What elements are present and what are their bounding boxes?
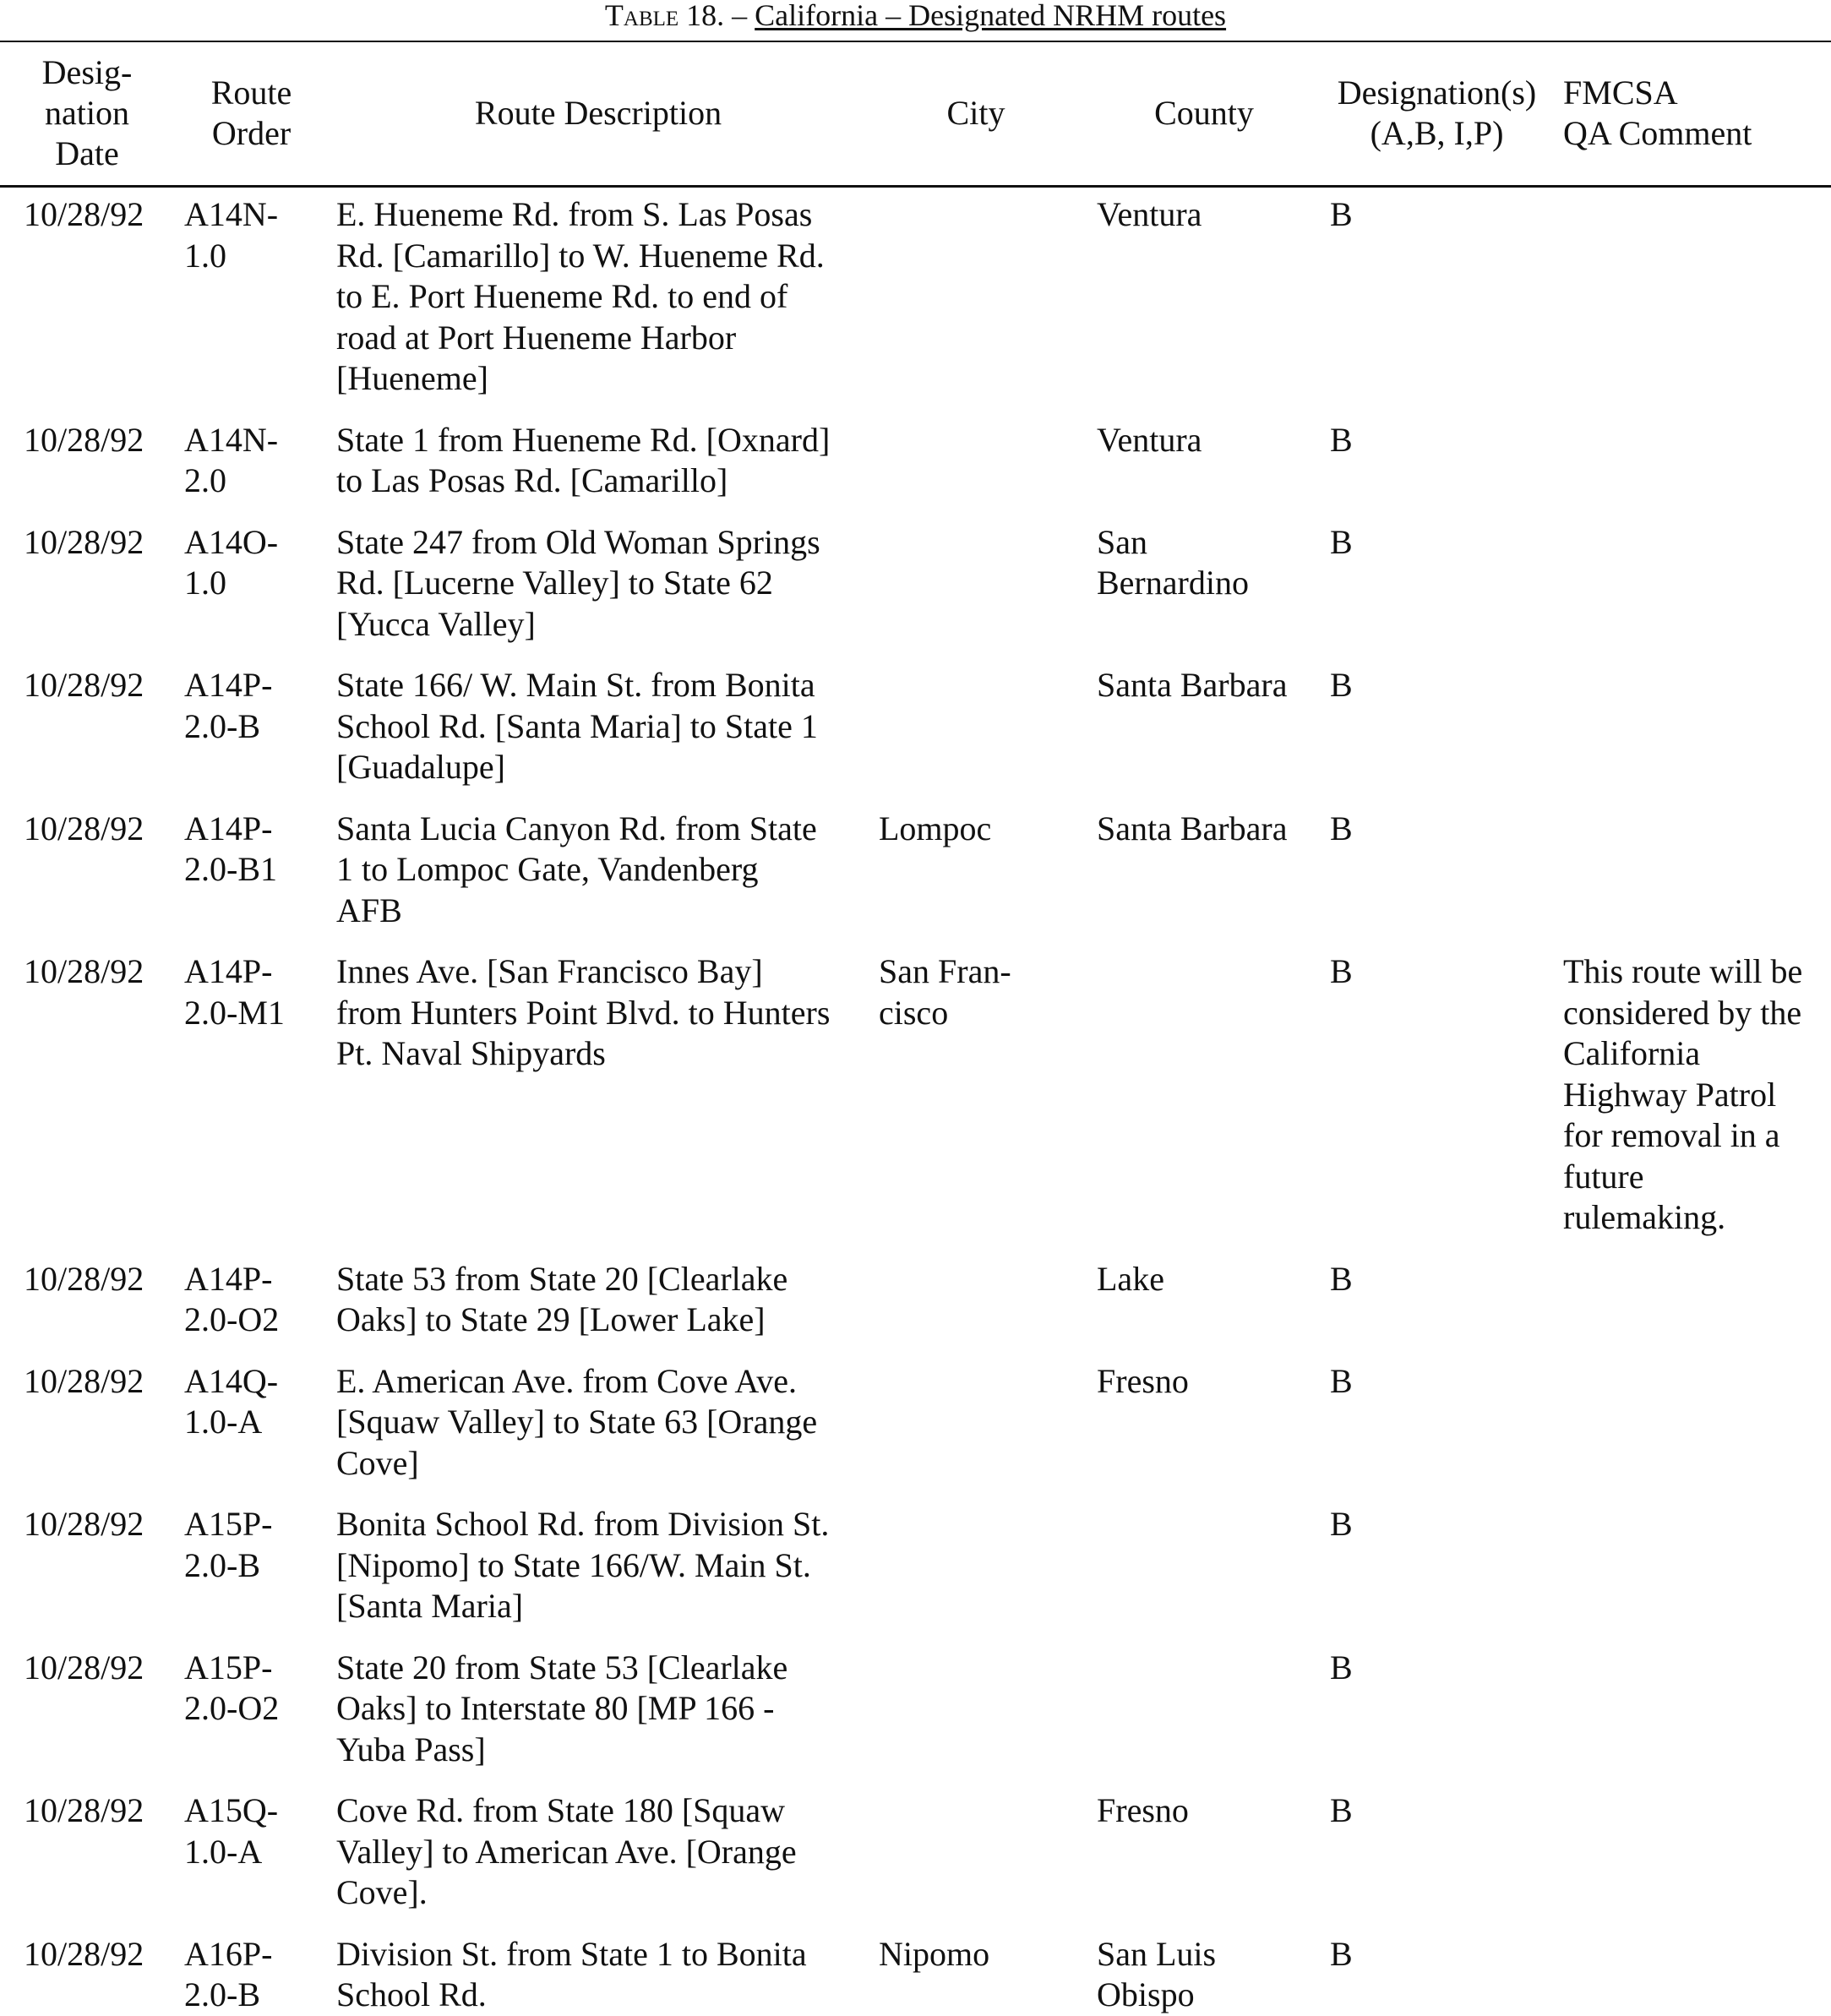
cell-line: 2.0-O2 (184, 1300, 280, 1338)
header-top-rule (0, 41, 1831, 42)
header-city (879, 93, 1073, 133)
cell-county (1097, 1790, 1325, 1832)
cell-line: Santa Lucia Canyon Rd. from State (336, 809, 817, 847)
cell-line: 10/28/92 (24, 1648, 144, 1686)
header-fmcsa-comment (1563, 73, 1825, 154)
cell-route-description (336, 1934, 877, 2016)
cell-county (1097, 420, 1325, 461)
cell-route-description (336, 665, 877, 788)
cell-line: A15Q- (184, 1791, 279, 1829)
cell-line: A14P- (184, 952, 273, 990)
cell-route-order (184, 951, 328, 1033)
cell-county (1097, 1934, 1325, 2016)
cell-designation-date (24, 1361, 172, 1403)
cell-line: 2.0-M1 (184, 993, 285, 1032)
cell-line: for removal in a (1563, 1116, 1780, 1154)
cell-route-order (184, 1790, 328, 1872)
cell-line: Ventura (1097, 195, 1202, 233)
cell-line: 10/28/92 (24, 1505, 144, 1543)
cell-line: A15P- (184, 1648, 273, 1686)
cell-line: San Luis (1097, 1934, 1217, 1973)
cell-designation-date (24, 1648, 172, 1689)
cell-fmcsa-comment (1563, 951, 1829, 1239)
cell-line: 1.0 (184, 236, 226, 275)
cell-line: School Rd. [Santa Maria] to State 1 (336, 706, 818, 745)
cell-line: State 20 from State 53 [Clearlake (336, 1648, 788, 1686)
cell-line: B (1330, 952, 1353, 990)
cell-line: [Santa Maria] (336, 1587, 524, 1625)
header-line: FMCSA (1563, 74, 1678, 112)
cell-line: Lake (1097, 1259, 1164, 1298)
header-county (1090, 93, 1318, 133)
cell-line: B (1330, 1934, 1353, 1973)
header-line: Route Description (474, 94, 722, 132)
cell-designation (1330, 1361, 1499, 1403)
cell-line: 1.0 (184, 564, 226, 602)
cell-route-order (184, 809, 328, 891)
cell-designation (1330, 951, 1499, 993)
cell-route-order (184, 194, 328, 276)
cell-line: [Nipomo] to State 166/W. Main St. (336, 1545, 811, 1584)
cell-designation-date (24, 194, 172, 236)
cell-line: 2.0 (184, 461, 226, 499)
cell-designation (1330, 1790, 1499, 1832)
cell-route-description (336, 1790, 877, 1914)
cell-line: Lompoc (879, 809, 992, 847)
cell-line: 10/28/92 (24, 1934, 144, 1973)
cell-county (1097, 1361, 1325, 1403)
cell-line: from Hunters Point Blvd. to Hunters (336, 993, 831, 1032)
cell-line: A14O- (184, 522, 279, 561)
cell-line: 10/28/92 (24, 666, 144, 704)
cell-line: 1.0-A (184, 1832, 263, 1871)
cell-line: Bernardino (1097, 564, 1249, 602)
cell-line: 2.0-B1 (184, 850, 277, 888)
cell-line: State 1 from Hueneme Rd. [Oxnard] (336, 420, 831, 459)
cell-line: to Las Posas Rd. [Camarillo] (336, 461, 728, 499)
cell-line: Santa Barbara (1097, 666, 1288, 704)
cell-route-order (184, 1648, 328, 1730)
cell-line: San (1097, 522, 1147, 561)
cell-line: Cove]. (336, 1873, 428, 1911)
caption-prefix: Table (604, 0, 679, 32)
header-line: Designation(s) (1337, 74, 1537, 112)
cell-line: 2.0-B (184, 1975, 260, 2013)
cell-line: Oaks] to Interstate 80 [MP 166 - (336, 1689, 775, 1727)
cell-designation (1330, 1934, 1499, 1975)
cell-line: Cove Rd. from State 180 [Squaw (336, 1791, 786, 1829)
cell-line: [Hueneme] (336, 359, 488, 397)
cell-designation-date (24, 809, 172, 850)
cell-route-order (184, 1259, 328, 1341)
cell-line: Nipomo (879, 1934, 990, 1973)
cell-line: B (1330, 1361, 1353, 1400)
cell-line: B (1330, 1648, 1353, 1686)
cell-line: School Rd. (336, 1975, 487, 2013)
cell-line: B (1330, 809, 1353, 847)
header-line: Order (211, 114, 292, 152)
cell-line: 2.0-O2 (184, 1689, 280, 1727)
cell-line: Fresno (1097, 1791, 1189, 1829)
cell-designation-date (24, 420, 172, 461)
cell-line: [Guadalupe] (336, 748, 505, 786)
cell-route-description (336, 1648, 877, 1771)
cell-line: E. American Ave. from Cove Ave. (336, 1361, 798, 1400)
cell-line: A14N- (184, 420, 279, 459)
cell-line: Santa Barbara (1097, 809, 1288, 847)
cell-line: Division St. from State 1 to Bonita (336, 1934, 807, 1973)
cell-line: A14Q- (184, 1361, 279, 1400)
cell-designation (1330, 420, 1499, 461)
cell-line: A14P- (184, 809, 273, 847)
cell-designation-date (24, 665, 172, 706)
header-route-description (336, 93, 860, 133)
cell-line: B (1330, 666, 1353, 704)
cell-city (879, 809, 1086, 850)
cell-line: San Fran- (879, 952, 1011, 990)
cell-line: to E. Port Hueneme Rd. to end of (336, 277, 788, 315)
cell-route-order (184, 1934, 328, 2016)
cell-line: Pt. Naval Shipyards (336, 1034, 606, 1072)
cell-line: A15P- (184, 1505, 273, 1543)
cell-route-description (336, 194, 877, 400)
cell-county (1097, 1259, 1325, 1300)
header-route-order (177, 73, 325, 154)
header-line: County (1154, 94, 1254, 132)
cell-route-order (184, 1504, 328, 1586)
cell-line: AFB (336, 891, 402, 929)
cell-line: 10/28/92 (24, 809, 144, 847)
cell-line: State 247 from Old Woman Springs (336, 522, 820, 561)
cell-line: B (1330, 1259, 1353, 1298)
header-line: Date (55, 134, 119, 172)
cell-route-order (184, 1361, 328, 1443)
cell-line: B (1330, 420, 1353, 459)
cell-city (879, 951, 1086, 1033)
header-designation-date (15, 52, 159, 174)
cell-line: Bonita School Rd. from Division St. (336, 1505, 830, 1543)
cell-designation (1330, 1648, 1499, 1689)
cell-designation-date (24, 522, 172, 564)
cell-line: 1.0-A (184, 1403, 263, 1441)
cell-line: [Yucca Valley] (336, 604, 536, 643)
cell-route-description (336, 951, 877, 1075)
cell-line: Oaks] to State 29 [Lower Lake] (336, 1300, 766, 1338)
cell-line: [Squaw Valley] to State 63 [Orange (336, 1403, 818, 1441)
cell-line: future (1563, 1157, 1644, 1196)
cell-route-description (336, 1259, 877, 1341)
header-line: nation (45, 94, 129, 132)
cell-line: road at Port Hueneme Harbor (336, 318, 737, 357)
cell-line: 10/28/92 (24, 420, 144, 459)
cell-line: A16P- (184, 1934, 273, 1973)
cell-designation-date (24, 1504, 172, 1545)
cell-route-order (184, 522, 328, 604)
cell-line: Valley] to American Ave. [Orange (336, 1832, 797, 1871)
table-caption (0, 0, 1831, 39)
header-bottom-rule (0, 185, 1831, 188)
cell-county (1097, 809, 1325, 850)
cell-line: This route will be (1563, 952, 1803, 990)
header-line: (A,B, I,P) (1370, 114, 1504, 152)
cell-line: 10/28/92 (24, 522, 144, 561)
cell-line: A14N- (184, 195, 279, 233)
cell-designation (1330, 1259, 1499, 1300)
header-line: Route (210, 74, 292, 112)
cell-line: 10/28/92 (24, 1361, 144, 1400)
cell-line: Cove] (336, 1443, 419, 1482)
header-line: Desig- (41, 53, 133, 91)
cell-line: 10/28/92 (24, 1259, 144, 1298)
cell-line: considered by the (1563, 993, 1802, 1032)
cell-line: Innes Ave. [San Francisco Bay] (336, 952, 763, 990)
cell-line: E. Hueneme Rd. from S. Las Posas (336, 195, 813, 233)
caption-separator: – (732, 0, 748, 32)
cell-line: 2.0-B (184, 1545, 260, 1584)
cell-line: Obispo (1097, 1975, 1195, 2013)
cell-line: B (1330, 1791, 1353, 1829)
cell-line: 10/28/92 (24, 195, 144, 233)
cell-line: Ventura (1097, 420, 1202, 459)
cell-line: Fresno (1097, 1361, 1189, 1400)
cell-designation-date (24, 1934, 172, 1975)
cell-line: Yuba Pass] (336, 1730, 486, 1768)
cell-route-description (336, 522, 877, 646)
header-designations (1325, 73, 1549, 154)
cell-line: Highway Patrol (1563, 1075, 1777, 1114)
cell-line: State 166/ W. Main St. from Bonita (336, 666, 815, 704)
cell-route-description (336, 1361, 877, 1485)
cell-designation-date (24, 1790, 172, 1832)
cell-line: A14P- (184, 666, 273, 704)
cell-line: rulemaking. (1563, 1198, 1726, 1236)
cell-designation (1330, 809, 1499, 850)
cell-county (1097, 522, 1325, 604)
caption-title: California – Designated NRHM routes (755, 0, 1227, 32)
caption-number: 18. (686, 0, 725, 32)
cell-county (1097, 194, 1325, 236)
cell-designation (1330, 665, 1499, 706)
cell-designation-date (24, 951, 172, 993)
cell-route-description (336, 420, 877, 502)
cell-line: State 53 from State 20 [Clearlake (336, 1259, 788, 1298)
cell-line: 10/28/92 (24, 952, 144, 990)
cell-route-order (184, 665, 328, 747)
cell-line: B (1330, 195, 1353, 233)
header-line: QA Comment (1563, 114, 1752, 152)
cell-city (879, 1934, 1086, 1975)
cell-line: 1 to Lompoc Gate, Vandenberg (336, 850, 759, 888)
cell-route-description (336, 1504, 877, 1627)
cell-route-order (184, 420, 328, 502)
cell-route-description (336, 809, 877, 932)
header-line: City (946, 94, 1005, 132)
cell-line: B (1330, 522, 1353, 561)
cell-designation-date (24, 1259, 172, 1300)
cell-line: B (1330, 1505, 1353, 1543)
cell-line: A14P- (184, 1259, 273, 1298)
cell-designation (1330, 1504, 1499, 1545)
cell-line: cisco (879, 993, 949, 1032)
cell-line: Rd. [Camarillo] to W. Hueneme Rd. (336, 236, 825, 275)
cell-designation (1330, 194, 1499, 236)
cell-county (1097, 665, 1325, 706)
cell-line: California (1563, 1034, 1701, 1072)
cell-line: 2.0-B (184, 706, 260, 745)
cell-designation (1330, 522, 1499, 564)
cell-line: Rd. [Lucerne Valley] to State 62 (336, 564, 773, 602)
cell-line: 10/28/92 (24, 1791, 144, 1829)
